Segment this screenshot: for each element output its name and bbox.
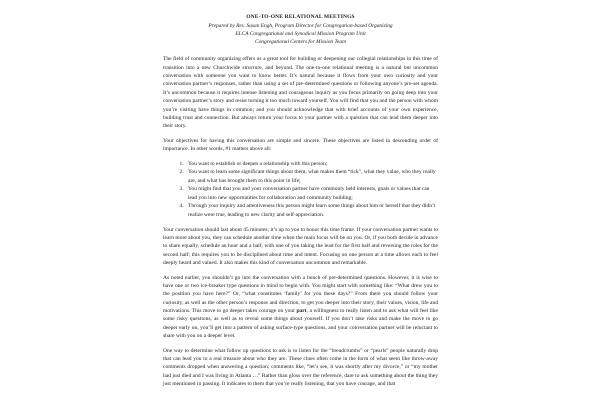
page-title: ONE-TO-ONE RELATIONAL MEETINGS — [246, 14, 355, 20]
paragraph-icebreakers-part-a: As noted earlier, you shouldn’t go into the conversation with a bunch of pre-determined questions. However, it is wise to have one or two ice-breaker type questions in mind to begin with. You might start with something like: “What drew you to the position you have here?” Or, “what constitutes ‘family’ for you these days?” From there you should follow your curiosity, as well as the other person’s response and direction, to get you deeper into their story, their values, vision, life and motivations. This move to go deeper takes courage on your — [163, 274, 438, 314]
byline-line-2: ELCA Congregational and Synodical Mission Program Unit — [235, 31, 366, 38]
list-item: 1. You want to establish or deepen a relationship with this person; — [185, 160, 438, 168]
paragraph-breadcrumbs: One way to determine what follow up questions to ask is to listen for the “breadcrumbs” or “pearls” people naturally drop that can lead you to a real treasure about who they are. These clues often come in the form of what seem like throw-away comments dropped when answering a question; comments like, “let’s see, it was shortly after my divorce,” or “my mother had just died and I was living in Atlanta …” Rather than gloss over the reference, dare to ask something about the thing they just mentioned in passing. It indicates to them that you’re really listening, that you have courage, and that — [163, 347, 438, 387]
paragraph-objectives-lead: Your objectives for having this conversation are simple and sincere. These objectives are listed in descending order of importance. In other words, #1 matters above all: — [163, 137, 438, 153]
objectives-list — [163, 160, 438, 219]
list-item: 3. You might find that you and your conversation partner have commonly held interests, goals or values that can lead you into new opportunities for collaboration and community building; — [185, 185, 438, 202]
list-item: 4. Through your inquiry and attentiveness this person might learn some things about him or herself that they didn’t realize were true, leading to new clarity and self-appreciation. — [185, 202, 438, 219]
byline-line-3: Congregational Centers for Mission Team — [255, 38, 346, 45]
document-content — [163, 14, 438, 395]
paragraph-icebreakers-part-b: , a willingness to really listen and to ask what will feel like some risky questions, as well as to reveal some things about yourself. If you don’t take risks and make the move to go deeper early on, you’ll get into a pattern of asking surface-type questions, and your conversation partner will be reluctant to share with you on a deeper level. — [163, 307, 438, 340]
paragraph-icebreakers — [163, 274, 438, 341]
byline-line-1: Prepared by Rev. Susan Engh, Program Director for Congregation-based Organizing — [208, 23, 393, 30]
paragraph-icebreakers-emphasis: part — [296, 307, 307, 314]
list-item: 2. You want to learn some significant things about them, what makes them “tick”, what they value, who they really are, and what has brought them to this point in life; — [185, 168, 438, 185]
paragraph-intro: The field of community organizing offers us a great tool for building or deepening our collegial relationships in this time of transition into a new Churchwide structure, and beyond. The one-to-one relational meeting is a natural but uncommon conversation with someone you want to know better. It’s natural because it flows from your own curiosity and your conversation partner’s responses, rather than using a set of pre-determined questions or following anyone’s pre-set agenda. It’s uncommon because it requires intense listening and courageous inquiry as you focus primarily on going deep into your conversation partner’s story and resist turning it too much toward yourself. You will find that you and the person with whom you’re visiting have things in common; and you should acknowledge that with brief accounts of your own experience, building trust and connection. But always return your focus to your partner with a question that can lead them deeper into their story. — [163, 56, 438, 130]
paragraph-timeframe: Your conversation should last about 45 minutes; it’s up to you to honor this time frame. If your conversation partner wants to learn more about you, they can schedule another time when the main focus will be on you. Or, if you both decide in advance to share equally, schedule an hour and a half, with one of you taking the lead for the first half and reversing the roles for the second half; this requires you to be disciplined about time and intent. Focusing on one person at a time allows each to feel deeply heard and valued. It also makes this kind of conversation uncommon and remarkable. — [163, 226, 439, 266]
byline-block — [163, 23, 438, 46]
